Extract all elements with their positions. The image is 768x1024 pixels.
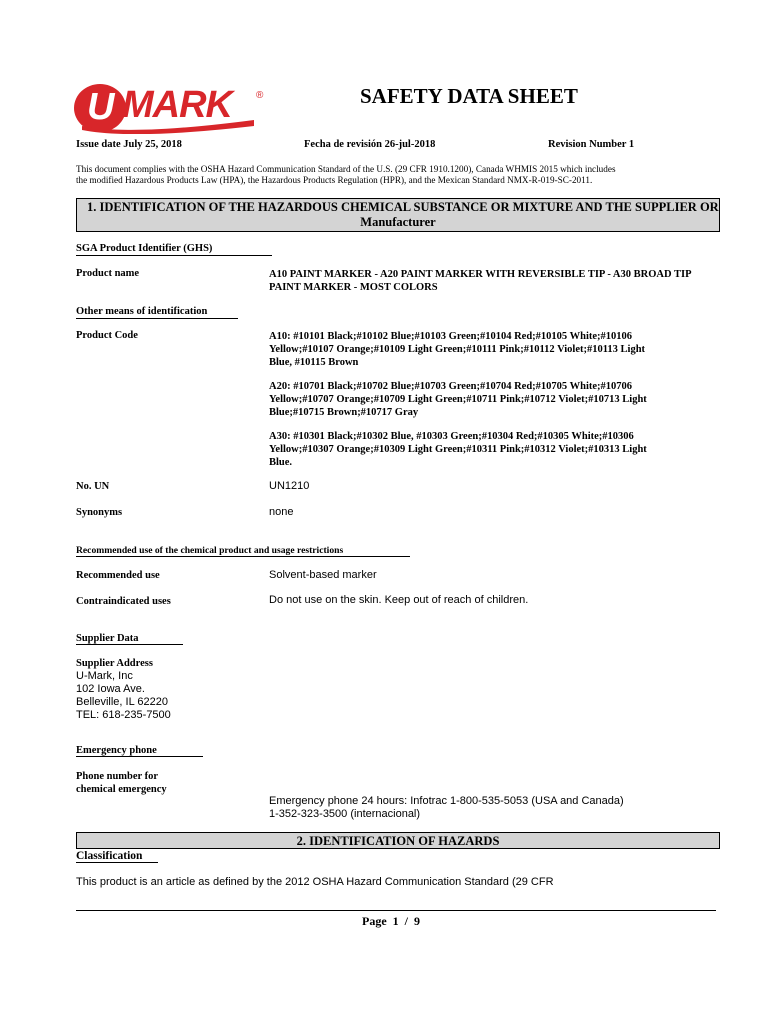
section-1-heading-line2: Manufacturer (360, 215, 436, 229)
document-title: SAFETY DATA SHEET (360, 84, 578, 108)
a30-line-3: Blue. (269, 457, 293, 468)
sga-underline (76, 255, 272, 256)
classification-underline (76, 862, 158, 863)
synonyms-label: Synonyms (76, 507, 123, 518)
logo-mark: MARK (122, 84, 232, 126)
product-code-label: Product Code (76, 330, 138, 341)
recommended-use-label: Recommended use (76, 570, 160, 581)
contraindicated-label: Contraindicated uses (76, 596, 171, 607)
issue-date: Issue date July 25, 2018 (76, 139, 182, 150)
product-code-a30 (269, 430, 647, 469)
emergency-line-1: Emergency phone 24 hours: Infotrac 1-800-535-5053 (USA and Canada) (269, 795, 624, 807)
emergency-phone-value (269, 795, 624, 821)
section-1-heading (76, 198, 720, 232)
product-code-a20 (269, 380, 647, 419)
a30-line-1: A30: #10301 Black;#10302 Blue, #10303 Green;#10304 Red;#10305 White;#10306 (269, 431, 634, 442)
phone-label (76, 770, 167, 796)
a10-line-3: Blue, #10115 Brown (269, 357, 359, 368)
footer-rule (76, 910, 716, 911)
product-name-line-1: A10 PAINT MARKER - A20 PAINT MARKER WITH REVERSIBLE TIP - A30 BROAD TIP (269, 269, 692, 280)
un-value: UN1210 (269, 480, 310, 492)
page-number: Page 1 / 9 (362, 914, 420, 928)
recommended-underline (76, 556, 410, 557)
classification-heading: Classification (76, 850, 143, 862)
supplier-address (76, 670, 171, 722)
recommended-use-value: Solvent-based marker (269, 569, 377, 581)
phone-label-line-2: chemical emergency (76, 784, 167, 795)
section-2-heading: 2. IDENTIFICATION OF HAZARDS (76, 832, 720, 849)
compliance-line-1: This document complies with the OSHA Hazard Communication Standard of the U.S. (29 CFR 1910.1200), Canada WHMIS 2015 which includes (76, 164, 616, 174)
recommended-heading: Recommended use of the chemical product and usage restrictions (76, 545, 344, 556)
classification-text: This product is an article as defined by the 2012 OSHA Hazard Communication Standard (29 CFR (76, 876, 554, 888)
a10-line-2: Yellow;#10107 Orange;#10109 Light Green;#10111 Pink;#10112 Violet;#10113 Light (269, 344, 646, 355)
umark-logo (72, 82, 268, 134)
product-name-label: Product name (76, 268, 140, 279)
a20-line-3: Blue;#10715 Brown;#10717 Gray (269, 407, 419, 418)
synonyms-value: none (269, 506, 294, 518)
product-code-a10 (269, 330, 645, 369)
emergency-underline (76, 756, 203, 757)
product-name-line-2: PAINT MARKER - MOST COLORS (269, 282, 438, 293)
supplier-underline (76, 644, 183, 645)
compliance-line-2: the modified Hazardous Products Law (HPA), the Hazardous Products Regulation (HPR), and the Mexican Standard NMX-R-019-SC-2011. (76, 175, 593, 185)
a20-line-1: A20: #10701 Black;#10702 Blue;#10703 Green;#10704 Red;#10705 White;#10706 (269, 381, 633, 392)
contraindicated-value: Do not use on the skin. Keep out of reach of children. (269, 594, 529, 606)
other-means-heading: Other means of identification (76, 306, 208, 317)
supplier-address-label: Supplier Address (76, 658, 153, 669)
a10-line-1: A10: #10101 Black;#10102 Blue;#10103 Green;#10104 Red;#10105 White;#10106 (269, 331, 633, 342)
supplier-street: 102 Iowa Ave. (76, 683, 145, 695)
revision-number: Revision Number 1 (548, 139, 635, 150)
logo-u: U (87, 86, 115, 128)
supplier-name: U-Mark, Inc (76, 670, 133, 682)
emergency-heading: Emergency phone (76, 745, 157, 756)
supplier-tel: TEL: 618-235-7500 (76, 709, 171, 721)
un-label: No. UN (76, 481, 110, 492)
revision-date: Fecha de revisión 26-jul-2018 (304, 139, 436, 150)
other-means-underline (76, 318, 238, 319)
phone-label-line-1: Phone number for (76, 771, 159, 782)
logo-registered: ® (256, 90, 264, 101)
a20-line-2: Yellow;#10707 Orange;#10709 Light Green;#10711 Pink;#10712 Violet;#10713 Light (269, 394, 647, 405)
supplier-data-heading: Supplier Data (76, 633, 139, 644)
a30-line-2: Yellow;#10307 Orange;#10309 Light Green;#10311 Pink;#10312 Violet;#10313 Light (269, 444, 647, 455)
supplier-city: Belleville, IL 62220 (76, 696, 168, 708)
product-name-value (269, 268, 692, 294)
section-1-heading-line1: 1. IDENTIFICATION OF THE HAZARDOUS CHEMICAL SUBSTANCE OR MIXTURE AND THE SUPPLIER OR (87, 200, 719, 214)
sga-identifier-heading: SGA Product Identifier (GHS) (76, 243, 213, 254)
emergency-line-2: 1-352-323-3500 (internacional) (269, 808, 421, 820)
